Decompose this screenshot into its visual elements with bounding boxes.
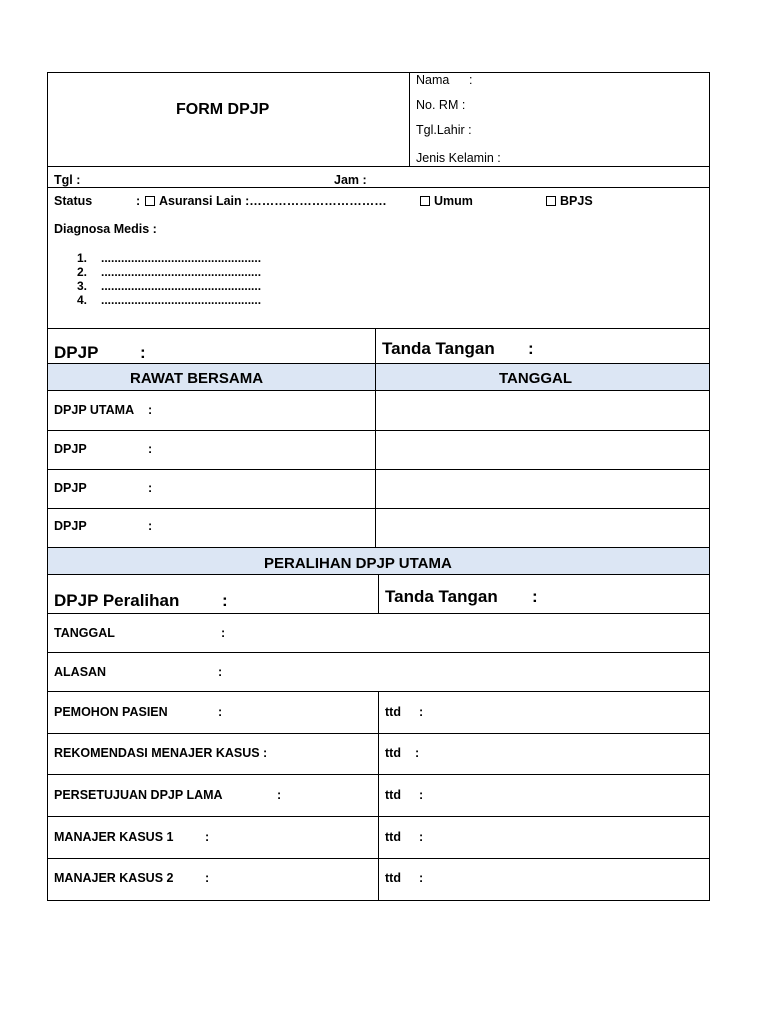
ttd-colon: : [419, 871, 424, 885]
signature-row-label: REKOMENDASI MENAJER KASUS : [54, 746, 268, 760]
status-label: Status [54, 194, 93, 208]
umum-label: Umum [434, 194, 473, 208]
dpjp-colon: : [140, 343, 146, 362]
asuransi-option[interactable] [145, 194, 387, 208]
tanda-tangan-colon: : [528, 339, 534, 358]
status-colon: : [136, 194, 141, 208]
signature-row-colon: : [218, 705, 223, 719]
bpjs-label: BPJS [560, 194, 593, 208]
peralihan-tanda-tangan-label: Tanda Tangan [385, 587, 498, 606]
peralihan-tanggal-colon: : [221, 626, 226, 640]
signature-row-colon: : [205, 871, 210, 885]
signature-row-colon: : [205, 830, 210, 844]
divider [48, 187, 709, 188]
diagnosa-label: Diagnosa Medis : [54, 222, 157, 236]
rawat-row-label: DPJP [54, 442, 87, 456]
signature-row-label: MANAJER KASUS 2 [54, 871, 174, 885]
jam-label: Jam : [334, 173, 367, 187]
bpjs-checkbox[interactable] [546, 196, 556, 206]
peralihan-header: PERALIHAN DPJP UTAMA [264, 555, 452, 572]
alasan-label: ALASAN [54, 665, 107, 679]
asuransi-label: Asuransi Lain :…………………………… [159, 194, 387, 208]
dpjp-form [47, 72, 710, 901]
divider [48, 774, 709, 775]
peralihan-tanggal-label: TANGGAL [54, 626, 115, 640]
divider [375, 363, 376, 391]
header-divider [409, 73, 410, 166]
bpjs-option[interactable] [546, 194, 593, 208]
umum-checkbox[interactable] [420, 196, 430, 206]
nama-label: Nama [416, 73, 450, 87]
dpjp-peralihan-colon: : [222, 591, 228, 610]
tanda-tangan-label: Tanda Tangan [382, 339, 495, 358]
ttd-label: ttd [385, 871, 401, 885]
rawat-row-label: DPJP [54, 519, 87, 533]
diagnosa-item: 1. ................................................ [77, 251, 262, 265]
tgl-lahir-label: Tgl.Lahir : [416, 123, 472, 137]
ttd-colon: : [419, 705, 424, 719]
divider [48, 469, 709, 470]
rawat-row-colon: : [148, 519, 153, 533]
rawat-row-label: DPJP UTAMA [54, 403, 135, 417]
ttd-label: ttd [385, 705, 401, 719]
asuransi-checkbox[interactable] [145, 196, 155, 206]
diagnosa-item: 4. ................................................ [77, 293, 262, 307]
divider [48, 858, 709, 859]
divider [48, 390, 709, 391]
ttd-colon: : [419, 830, 424, 844]
divider [48, 816, 709, 817]
divider [48, 733, 709, 734]
signature-row-label: MANAJER KASUS 1 [54, 830, 174, 844]
ttd-colon: : [415, 746, 420, 760]
form-title: FORM DPJP [176, 101, 270, 118]
divider [378, 574, 379, 613]
nama-colon: : [469, 73, 473, 87]
tgl-label: Tgl : [54, 173, 81, 187]
divider [48, 613, 709, 614]
signature-row-label: PERSETUJUAN DPJP LAMA [54, 788, 223, 802]
ttd-label: ttd [385, 746, 401, 760]
signature-row-label: PEMOHON PASIEN [54, 705, 168, 719]
rawat-bersama-header: RAWAT BERSAMA [130, 370, 264, 387]
rawat-row-colon: : [148, 442, 153, 456]
divider [48, 328, 709, 329]
no-rm-label: No. RM : [416, 98, 466, 112]
jenis-kelamin-label: Jenis Kelamin : [416, 151, 501, 165]
rawat-row-label: DPJP [54, 481, 87, 495]
umum-option[interactable] [420, 194, 473, 208]
divider [48, 652, 709, 653]
divider [48, 430, 709, 431]
divider [48, 508, 709, 509]
divider [48, 166, 709, 167]
divider [375, 328, 376, 547]
rawat-row-colon: : [148, 481, 153, 495]
signature-row-colon: : [277, 788, 282, 802]
dpjp-label: DPJP [54, 343, 99, 362]
divider [378, 691, 379, 900]
diagnosa-item: 2. ................................................ [77, 265, 262, 279]
alasan-colon: : [218, 665, 223, 679]
dpjp-peralihan-label: DPJP Peralihan [54, 591, 180, 610]
diagnosa-item: 3. ................................................ [77, 279, 262, 293]
ttd-label: ttd [385, 830, 401, 844]
ttd-colon: : [419, 788, 424, 802]
tanggal-header: TANGGAL [499, 370, 573, 387]
rawat-row-colon: : [148, 403, 153, 417]
peralihan-tanda-tangan-colon: : [532, 587, 538, 606]
ttd-label: ttd [385, 788, 401, 802]
